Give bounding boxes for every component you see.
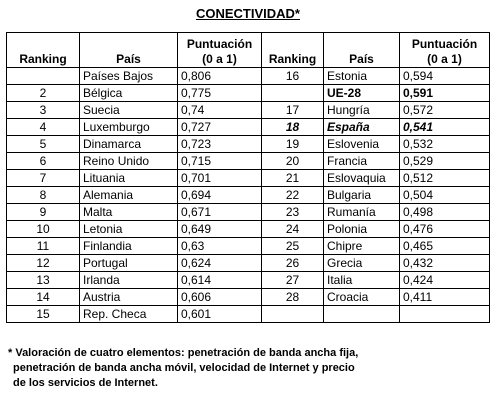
country-cell: Irlanda [80, 272, 178, 289]
score-cell: 0,465 [400, 238, 490, 255]
table-row [7, 68, 490, 85]
table-body [7, 68, 490, 323]
score-cell: 0,572 [400, 102, 490, 119]
country-cell: Eslovaquia [324, 170, 400, 187]
country-cell: Alemania [80, 187, 178, 204]
table-row [7, 187, 490, 204]
page-title: CONECTIVIDAD* [195, 6, 300, 21]
ranking-cell [262, 306, 324, 323]
ranking-cell: 19 [262, 136, 324, 153]
country-cell: Portugal [80, 255, 178, 272]
ranking-cell: 28 [262, 289, 324, 306]
score-cell: 0,512 [400, 170, 490, 187]
country-cell: Letonia [80, 221, 178, 238]
score-cell: 0,715 [178, 153, 262, 170]
table-row [7, 221, 490, 238]
score-cell: 0,591 [400, 85, 490, 102]
country-cell: Rumanía [324, 204, 400, 221]
country-cell: Croacia [324, 289, 400, 306]
ranking-cell: 22 [262, 187, 324, 204]
ranking-cell: 9 [7, 204, 80, 221]
header-puntuacion-range: (0 a 1) [427, 52, 462, 66]
score-cell: 0,529 [400, 153, 490, 170]
ranking-cell: 7 [7, 170, 80, 187]
table-row [7, 119, 490, 136]
ranking-cell: 21 [262, 170, 324, 187]
ranking-cell: 13 [7, 272, 80, 289]
table-row [7, 170, 490, 187]
country-cell: Dinamarca [80, 136, 178, 153]
country-cell: Finlandia [80, 238, 178, 255]
score-cell: 0,432 [400, 255, 490, 272]
score-cell: 0,775 [178, 85, 262, 102]
ranking-cell: 18 [262, 119, 324, 136]
table-row [7, 289, 490, 306]
score-cell: 0,594 [400, 68, 490, 85]
ranking-cell: 11 [7, 238, 80, 255]
ranking-cell: 5 [7, 136, 80, 153]
table-row [7, 306, 490, 323]
country-cell: Bélgica [80, 85, 178, 102]
score-cell [400, 306, 490, 323]
ranking-cell: 17 [262, 102, 324, 119]
header-ranking-left: Ranking [7, 33, 80, 68]
country-cell: Malta [80, 204, 178, 221]
score-cell: 0,614 [178, 272, 262, 289]
header-puntuacion-label: Puntuación [411, 37, 478, 51]
country-cell: Polonia [324, 221, 400, 238]
score-cell: 0,694 [178, 187, 262, 204]
ranking-cell: 26 [262, 255, 324, 272]
ranking-cell: 27 [262, 272, 324, 289]
score-cell: 0,411 [400, 289, 490, 306]
score-cell: 0,649 [178, 221, 262, 238]
score-cell: 0,504 [400, 187, 490, 204]
table-row [7, 153, 490, 170]
score-cell: 0,532 [400, 136, 490, 153]
country-cell: Rep. Checa [80, 306, 178, 323]
score-cell: 0,541 [400, 119, 490, 136]
ranking-cell: 10 [7, 221, 80, 238]
score-cell: 0,476 [400, 221, 490, 238]
table-row [7, 204, 490, 221]
ranking-cell [7, 68, 80, 85]
score-cell: 0,671 [178, 204, 262, 221]
country-cell: UE-28 [324, 85, 400, 102]
country-cell: Austria [80, 289, 178, 306]
table-row [7, 238, 490, 255]
ranking-cell: 16 [262, 68, 324, 85]
header-puntuacion-right [400, 33, 490, 68]
country-cell: Luxemburgo [80, 119, 178, 136]
country-cell: Francia [324, 153, 400, 170]
ranking-cell: 23 [262, 204, 324, 221]
header-puntuacion-label: Puntuación [186, 37, 253, 51]
score-cell: 0,806 [178, 68, 262, 85]
table-row [7, 136, 490, 153]
ranking-cell: 15 [7, 306, 80, 323]
header-pais-right: País [324, 33, 400, 68]
score-cell: 0,624 [178, 255, 262, 272]
country-cell: Países Bajos [80, 68, 178, 85]
score-cell: 0,701 [178, 170, 262, 187]
header-puntuacion-left [178, 33, 262, 68]
score-cell: 0,601 [178, 306, 262, 323]
table-row [7, 102, 490, 119]
ranking-cell: 14 [7, 289, 80, 306]
country-cell: Suecia [80, 102, 178, 119]
footnote-line-3: de los servicios de Internet. [13, 377, 158, 389]
country-cell: Bulgaria [324, 187, 400, 204]
score-cell: 0,606 [178, 289, 262, 306]
ranking-cell: 8 [7, 187, 80, 204]
ranking-cell: 12 [7, 255, 80, 272]
footnote [8, 346, 488, 391]
score-cell: 0,74 [178, 102, 262, 119]
country-cell: Lituania [80, 170, 178, 187]
ranking-cell: 4 [7, 119, 80, 136]
ranking-cell: 6 [7, 153, 80, 170]
country-cell: Grecia [324, 255, 400, 272]
score-cell: 0,723 [178, 136, 262, 153]
country-cell: Chipre [324, 238, 400, 255]
score-cell: 0,424 [400, 272, 490, 289]
country-cell: Eslovenia [324, 136, 400, 153]
header-ranking-right: Ranking [262, 33, 324, 68]
header-puntuacion-range: (0 a 1) [202, 52, 237, 66]
ranking-cell: 2 [7, 85, 80, 102]
ranking-cell: 20 [262, 153, 324, 170]
ranking-cell: 24 [262, 221, 324, 238]
country-cell: Reino Unido [80, 153, 178, 170]
table-row [7, 272, 490, 289]
country-cell: Estonia [324, 68, 400, 85]
footnote-line-2: penetración de banda ancha móvil, velocidad de Internet y precio [13, 362, 355, 374]
table-row [7, 255, 490, 272]
score-cell: 0,498 [400, 204, 490, 221]
country-cell: Italia [324, 272, 400, 289]
score-cell: 0,63 [178, 238, 262, 255]
country-cell [324, 306, 400, 323]
connectivity-ranking-table [6, 32, 490, 323]
table-header-row [7, 33, 490, 68]
table-row [7, 85, 490, 102]
header-pais-left: País [80, 33, 178, 68]
ranking-cell: 25 [262, 238, 324, 255]
country-cell: Hungría [324, 102, 400, 119]
country-cell: España [324, 119, 400, 136]
score-cell: 0,727 [178, 119, 262, 136]
footnote-line-1: * Valoración de cuatro elementos: penetración de banda ancha fija, [8, 347, 359, 359]
ranking-cell [262, 85, 324, 102]
ranking-cell: 3 [7, 102, 80, 119]
